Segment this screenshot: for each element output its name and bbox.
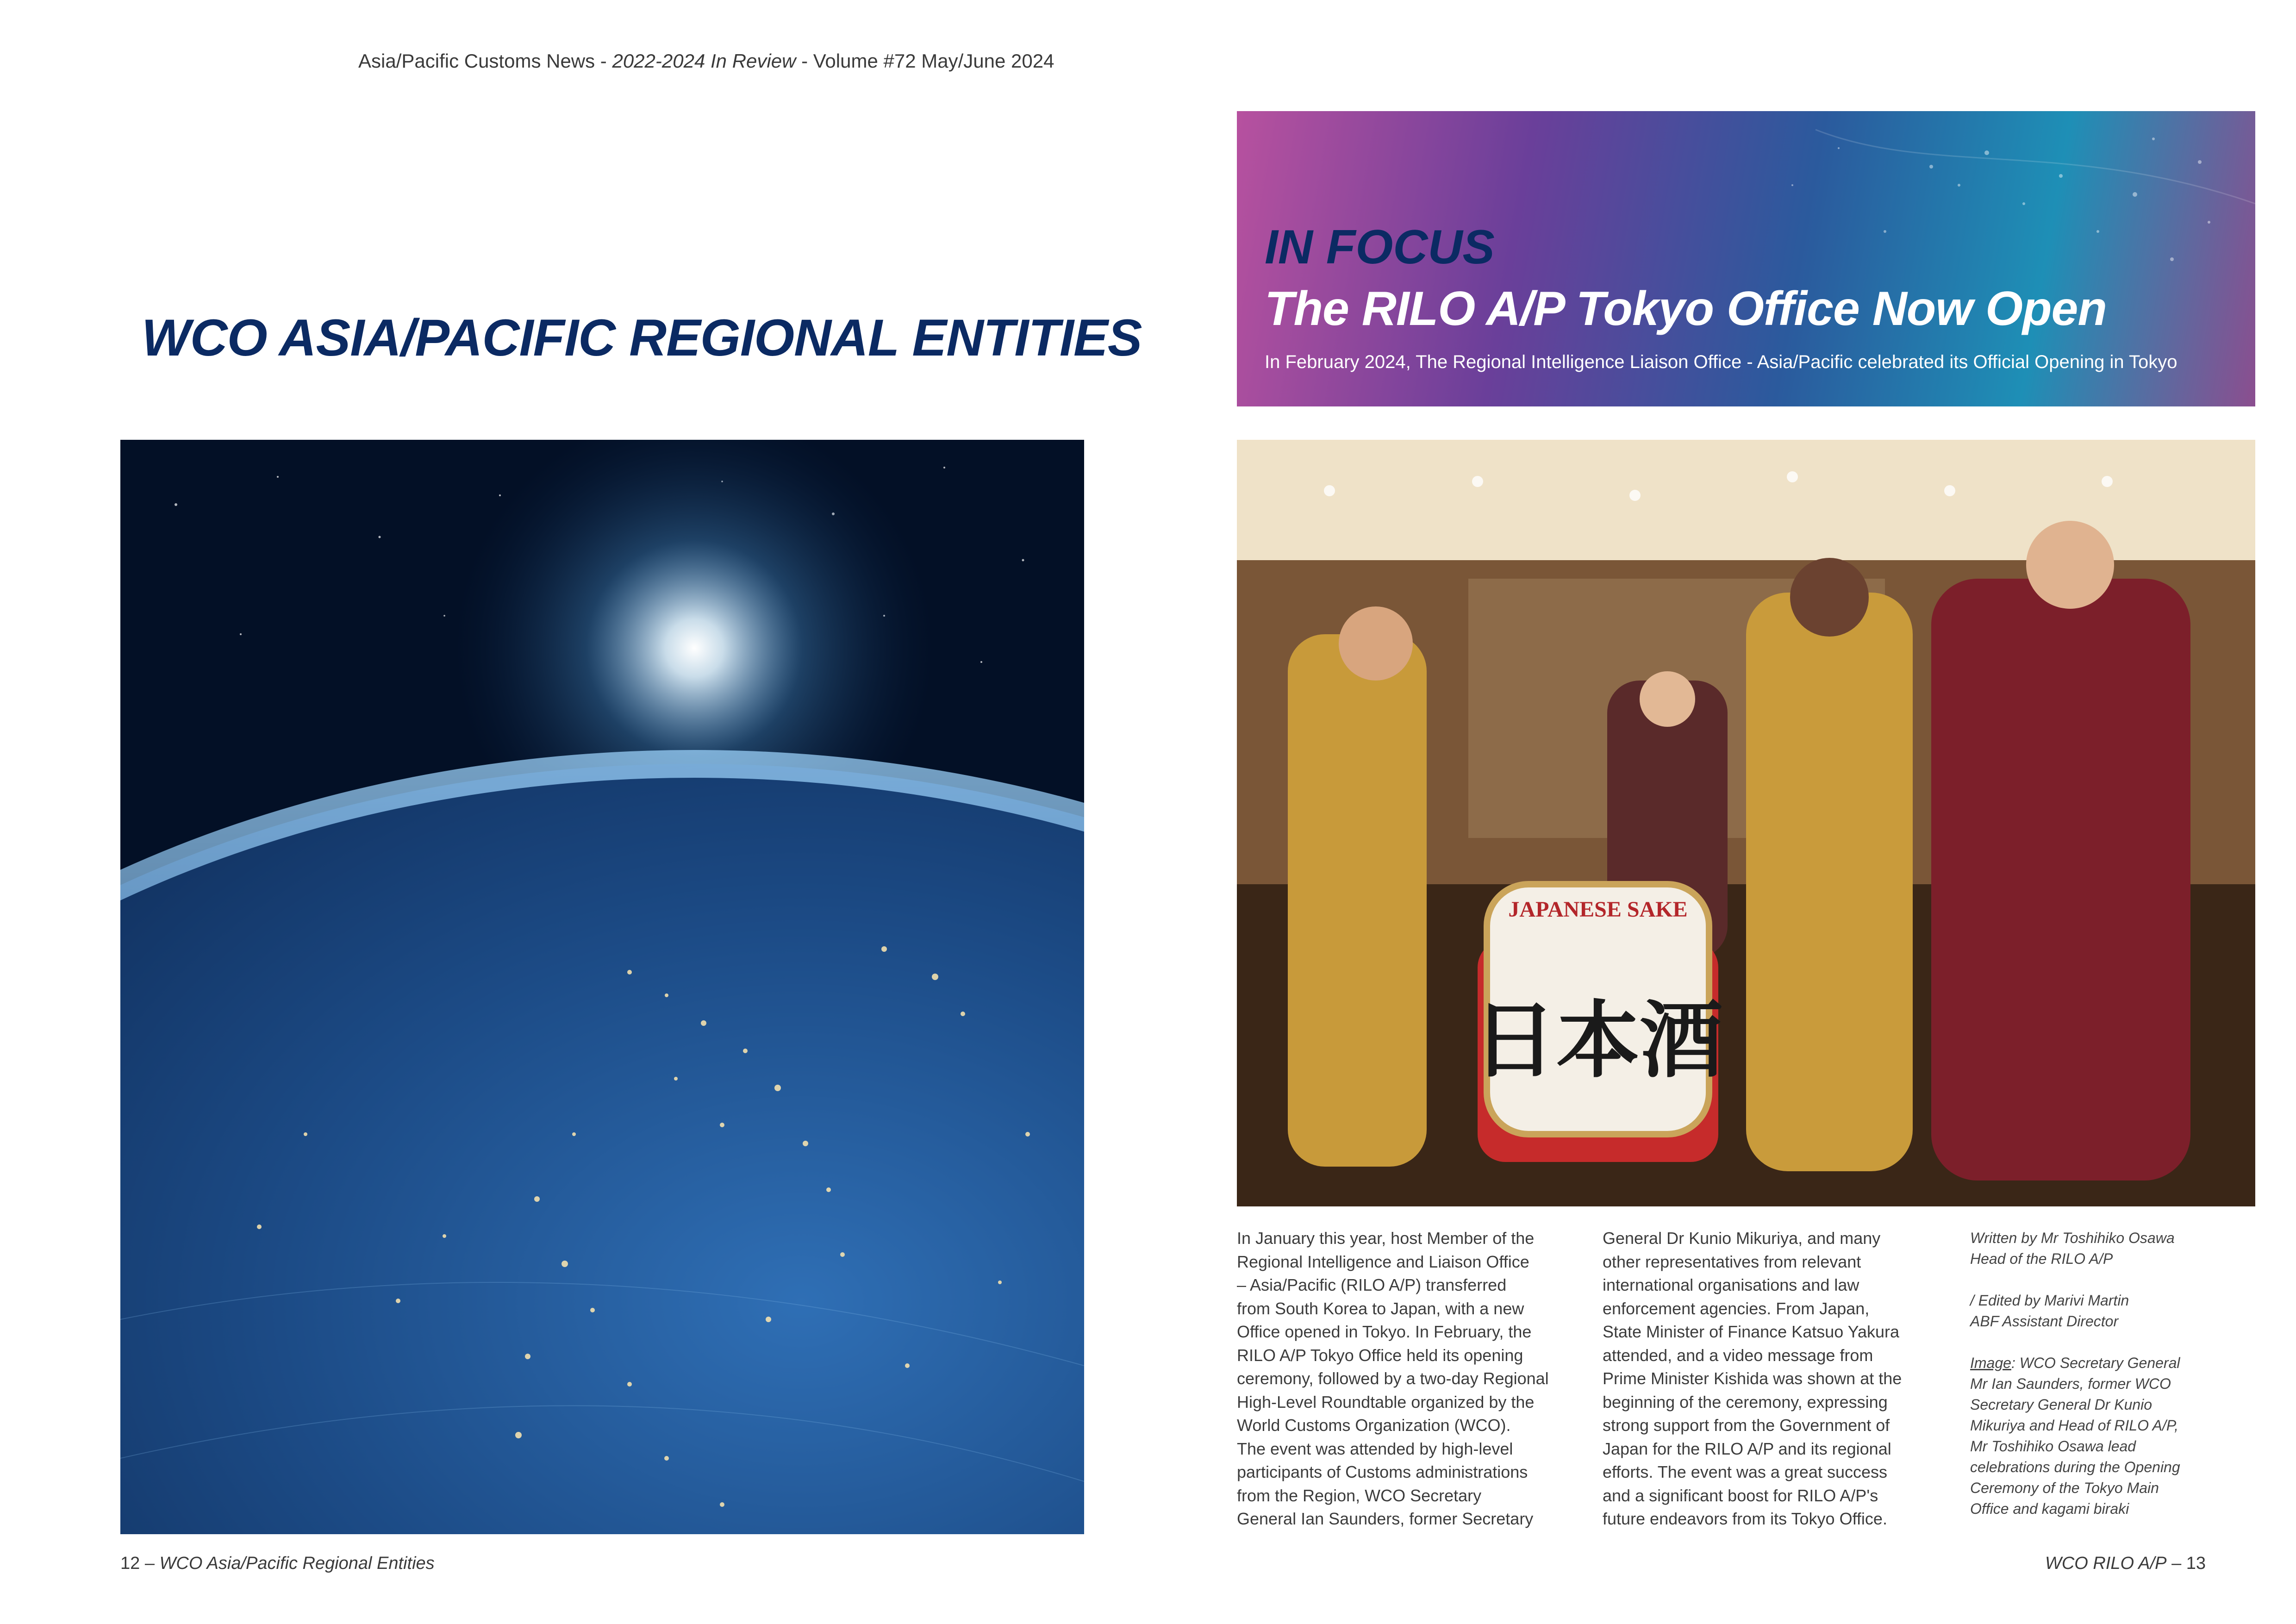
publication-name: Asia/Pacific Customs News - [358,50,612,72]
earth-night-image [120,440,1084,1534]
barrel-label: JAPANESE SAKE [1508,897,1688,922]
banner-title: The RILO A/P Tokyo Office Now Open [1265,282,2107,336]
image-caption-line: Ceremony of the Tokyo Main [1970,1480,2159,1496]
ceremony-photo [1237,440,2255,1206]
left-footer-section: WCO Asia/Pacific Regional Entities [159,1554,435,1573]
image-caption-line: celebrations during the Opening [1970,1459,2180,1475]
right-footer-section: WCO RILO A/P [2045,1554,2167,1573]
earth-illustration [120,440,1084,1534]
article-line: The event was attended by high-level [1237,1439,1513,1458]
article-line: other representatives from relevant [1603,1252,1861,1271]
article-line: beginning of the ceremony, expressing [1603,1392,1888,1412]
article-line: Regional Intelligence and Liaison Office [1237,1252,1529,1271]
article-line: strong support from the Government of [1603,1416,1890,1435]
edition-name: 2022-2024 In Review [612,50,796,72]
banner-kicker: IN FOCUS [1265,220,1495,274]
image-caption-line: Mikuriya and Head of RILO A/P, [1970,1417,2178,1434]
article-line: attended, and a video message from [1603,1345,1873,1365]
article-line: future endeavors from its Tokyo Office. [1603,1509,1887,1528]
article-line: international organisations and law [1603,1275,1859,1294]
article-line: State Minister of Finance Katsuo Yakura [1603,1322,1900,1341]
article-line: from South Korea to Japan, with a new [1237,1299,1524,1318]
running-header [358,50,1099,72]
left-page-title: WCO ASIA/PACIFIC REGIONAL ENTITIES [142,309,1142,367]
image-caption-label: Image [1970,1355,2011,1371]
article-line: enforcement agencies. From Japan, [1603,1299,1870,1318]
article-line: efforts. The event was a great success [1603,1462,1887,1481]
edited-role: ABF Assistant Director [1970,1313,2119,1330]
barrel-characters: 日本酒 [1472,992,1723,1089]
article-column-1 [1237,1227,1589,1531]
written-by: Written by Mr Toshihiko Osawa [1970,1230,2175,1246]
left-page-footer [120,1554,435,1574]
article-credits [1970,1228,2229,1519]
article-line: and a significant boost for RILO A/P's [1603,1486,1878,1505]
article-line: General Ian Saunders, former Secretary [1237,1509,1534,1528]
article-line: Japan for the RILO A/P and its regional [1603,1439,1891,1458]
image-caption-line: Mr Ian Saunders, former WCO [1970,1375,2171,1392]
article-line: – Asia/Pacific (RILO A/P) transferred [1237,1275,1507,1294]
article-line: World Customs Organization (WCO). [1237,1416,1511,1435]
article-line: RILO A/P Tokyo Office held its opening [1237,1345,1523,1365]
image-caption [1970,1353,2229,1374]
left-page-number: 12 – [120,1554,160,1573]
article-line: General Dr Kunio Mikuriya, and many [1603,1229,1881,1248]
volume-info: - Volume #72 May/June 2024 [796,50,1054,72]
article-line: from the Region, WCO Secretary [1237,1486,1482,1505]
article-line: Office opened in Tokyo. In February, the [1237,1322,1532,1341]
image-caption-line: : WCO Secretary General [2011,1355,2180,1371]
edited-by: / Edited by Marivi Martin [1970,1292,2129,1309]
written-role: Head of the RILO A/P [1970,1250,2113,1267]
image-caption-line: Mr Toshihiko Osawa lead [1970,1438,2136,1455]
right-page-number: – 13 [2166,1554,2206,1573]
article-line: participants of Customs administrations [1237,1462,1528,1481]
article-line: ceremony, followed by a two-day Regional [1237,1369,1549,1388]
ceremony-illustration [1237,440,2255,1206]
image-caption-line: Office and kagami biraki [1970,1500,2129,1517]
article-column-2 [1603,1227,1954,1531]
article-line: In January this year, host Member of the [1237,1229,1535,1248]
article-line: High-Level Roundtable organized by the [1237,1392,1535,1412]
in-focus-banner [1237,111,2255,406]
right-page-footer [2045,1554,2206,1574]
image-caption-line: Secretary General Dr Kunio [1970,1396,2152,1413]
article-line: Prime Minister Kishida was shown at the [1603,1369,1902,1388]
banner-subtitle: In February 2024, The Regional Intelligence Liaison Office - Asia/Pacific celebrated its Official Opening in Tokyo [1265,352,2177,372]
